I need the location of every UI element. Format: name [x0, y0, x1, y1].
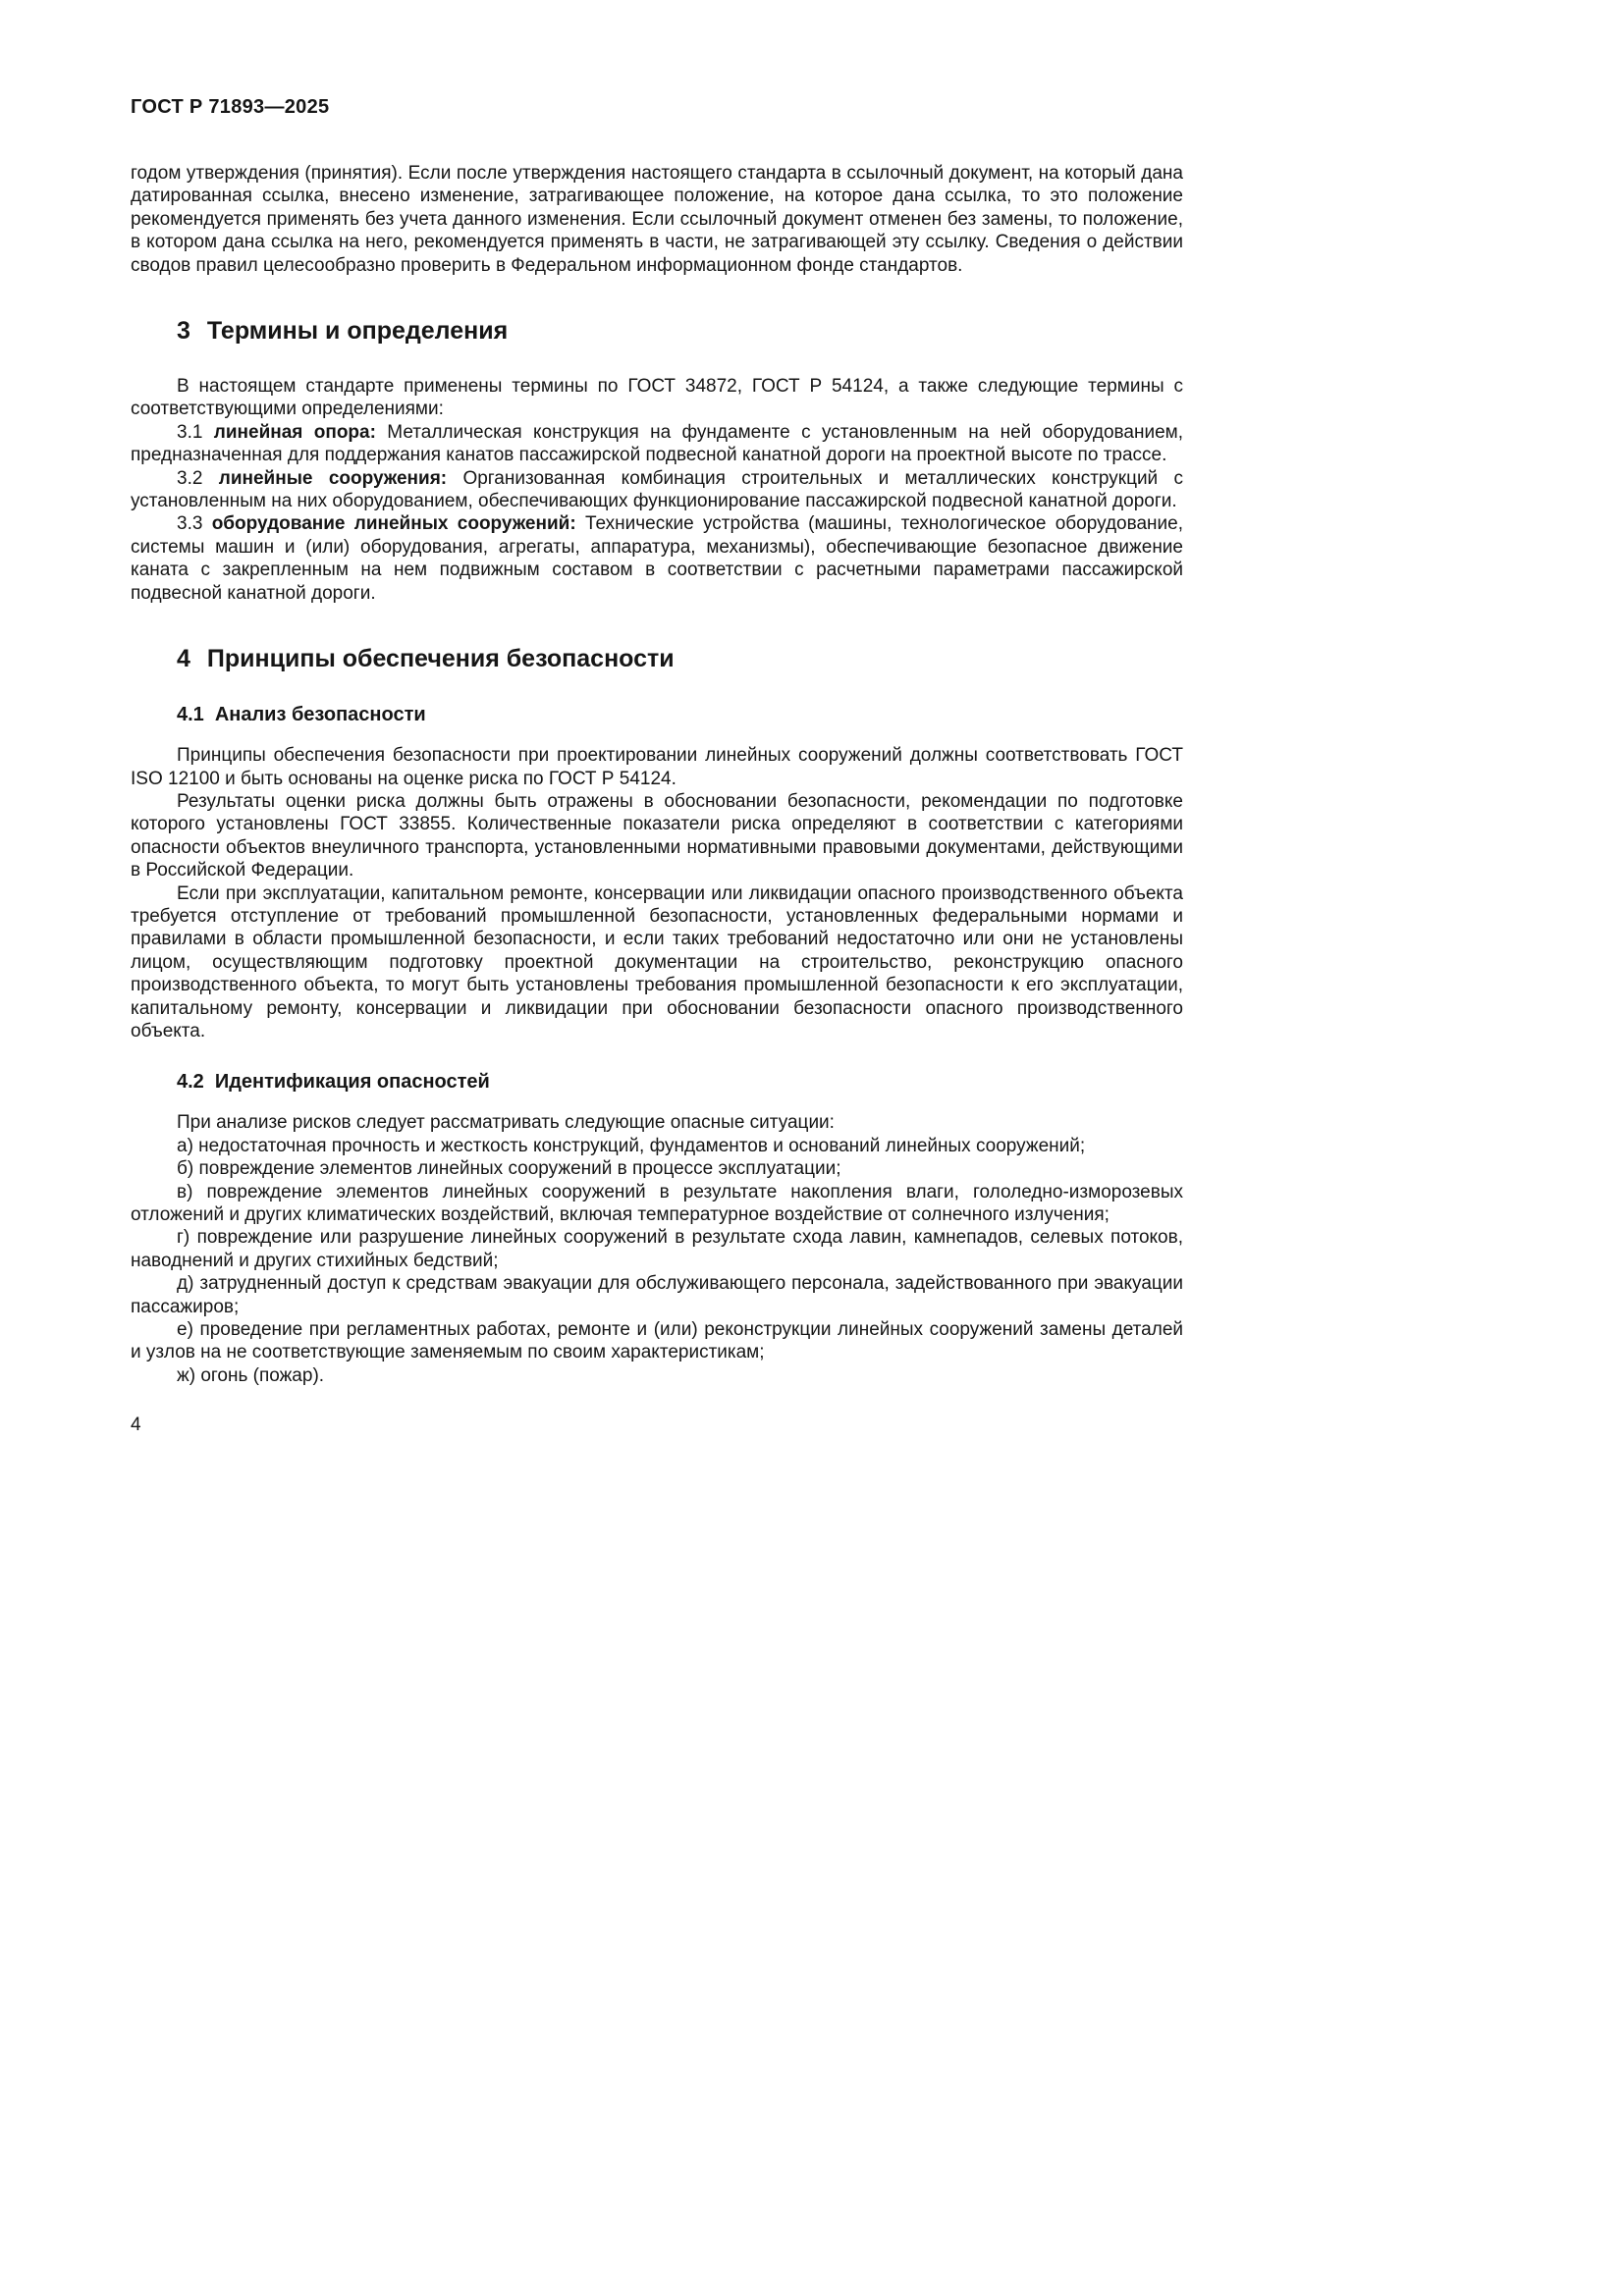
continuation-paragraph: годом утверждения (принятия). Если после утверждения настоящего стандарта в ссылочный документ, на который дана датированная ссылка, внесено изменение, затрагивающее положение, на которое дана ссылка, то это положение рекомендуется применять без учета данного изменения. Если ссылочный документ отменен без замены, то положение, в котором дана ссылка на него, рекомендуется применять в части, не затрагивающей эту ссылку. Сведения о действии сводов правил целесообразно проверить в Федеральном информационном фонде стандартов.	[131, 163, 1183, 276]
section-3-number: 3	[177, 317, 190, 346]
subsection-4-1-heading	[131, 703, 1183, 726]
paragraph-4-1-b: Результаты оценки риска должны быть отражены в обосновании безопасности, рекомендации по подготовке которого установлены ГОСТ 33855. Количественные показатели риска определяют в соответствии с категориями опасности объектов внеуличного транспорта, установленными нормативными правовыми документами, действующими в Российской Федерации.	[131, 790, 1183, 881]
subsection-4-2-number: 4.2	[177, 1071, 204, 1094]
section-3-heading	[131, 316, 1183, 346]
page-number: 4	[131, 1415, 141, 1436]
hazard-item-v: в) повреждение элементов линейных сооружений в результате накопления влаги, гололедно-изморозевых отложений и других климатических воздействий, включая температурное воздействие от солнечного излучения;	[131, 1181, 1183, 1225]
section-4-title: Принципы обеспечения безопасности	[206, 645, 675, 673]
section-3-intro: В настоящем стандарте применены термины по ГОСТ 34872, ГОСТ Р 54124, а также следующие термины с соответствующими определениями:	[131, 376, 1183, 420]
section-3-title: Термины и определения	[206, 317, 509, 346]
text-block	[131, 96, 1183, 1436]
term-3-3-name: оборудование линейных сооружений:	[211, 513, 576, 535]
hazard-item-d: д) затрудненный доступ к средствам эвакуации для обслуживающего персонала, задействованного при эвакуации пассажиров;	[131, 1273, 1183, 1317]
term-3-2-name: линейные сооружения:	[218, 467, 448, 489]
term-3-2-number: 3.2	[177, 467, 203, 489]
hazard-item-a: а) недостаточная прочность и жесткость конструкций, фундаментов и оснований линейных сооружений;	[177, 1135, 1086, 1156]
hazard-item-g: г) повреждение или разрушение линейных сооружений в результате схода лавин, камнепадов, селевых потоков, наводнений и других стихийных бедствий;	[131, 1227, 1183, 1271]
section-4-number: 4	[177, 645, 190, 673]
term-entry-3-2	[131, 467, 1183, 513]
subsection-4-2-heading	[131, 1070, 1183, 1094]
term-entry-3-3	[131, 512, 1183, 605]
subsection-4-2-title: Идентификация опасностей	[214, 1071, 490, 1094]
running-header: ГОСТ Р 71893—2025	[131, 96, 330, 118]
term-3-1-name: линейная опора:	[213, 421, 376, 443]
subsection-4-1-title: Анализ безопасности	[214, 704, 426, 726]
subsection-4-2-intro: При анализе рисков следует рассматривать следующие опасные ситуации:	[177, 1112, 835, 1134]
paragraph-4-1-c: Если при эксплуатации, капитальном ремонте, консервации или ликвидации опасного производственного объекта требуется отступление от требований промышленной безопасности, установленных федеральными нормами и правилами в области промышленной безопасности, и если таких требований недостаточно или они не установлены лицом, осуществляющим подготовку проектной документации на строительство, реконструкцию опасного производственного объекта, то могут быть установлены требования промышленной безопасности к его эксплуатации, капитальному ремонту, консервации и ликвидации при обосновании безопасности опасного производственного объекта.	[131, 882, 1183, 1041]
section-4-heading	[131, 644, 1183, 673]
hazard-item-b: б) повреждение элементов линейных сооружений в процессе эксплуатации;	[177, 1158, 841, 1180]
paragraph-4-1-a: Принципы обеспечения безопасности при проектировании линейных сооружений должны соответствовать ГОСТ ISO 12100 и быть основаны на оценке риска по ГОСТ Р 54124.	[131, 745, 1183, 789]
term-3-2-definition: Организованная комбинация строительных и металлических конструкций с установленным на них оборудованием, обеспечивающих функционирование пассажирской подвесной канатной дороги.	[131, 467, 1183, 512]
term-3-1-definition: Металлическая конструкция на фундаменте с установленным на ней оборудованием, предназначенная для поддержания канатов пассажирской подвесной канатной дороги на проектной высоте по трассе.	[131, 421, 1183, 466]
term-3-3-number: 3.3	[177, 513, 203, 535]
term-3-1-number: 3.1	[177, 421, 203, 443]
term-3-3-definition: Технические устройства (машины, технологическое оборудование, системы машин и (или) оборудования, агрегаты, аппаратура, механизмы), обеспечивающие безопасное движение каната с закрепленным на нем подвижным составом в соответствии с расчетными параметрами пассажирской подвесной канатной дороги.	[131, 513, 1184, 604]
term-entry-3-1	[131, 421, 1183, 467]
subsection-4-1-number: 4.1	[177, 704, 204, 726]
hazard-item-e: е) проведение при регламентных работах, ремонте и (или) реконструкции линейных сооружений замены деталей и узлов на не соответствующие заменяемым по своим характеристикам;	[131, 1319, 1183, 1363]
hazard-item-zh: ж) огонь (пожар).	[177, 1364, 325, 1386]
